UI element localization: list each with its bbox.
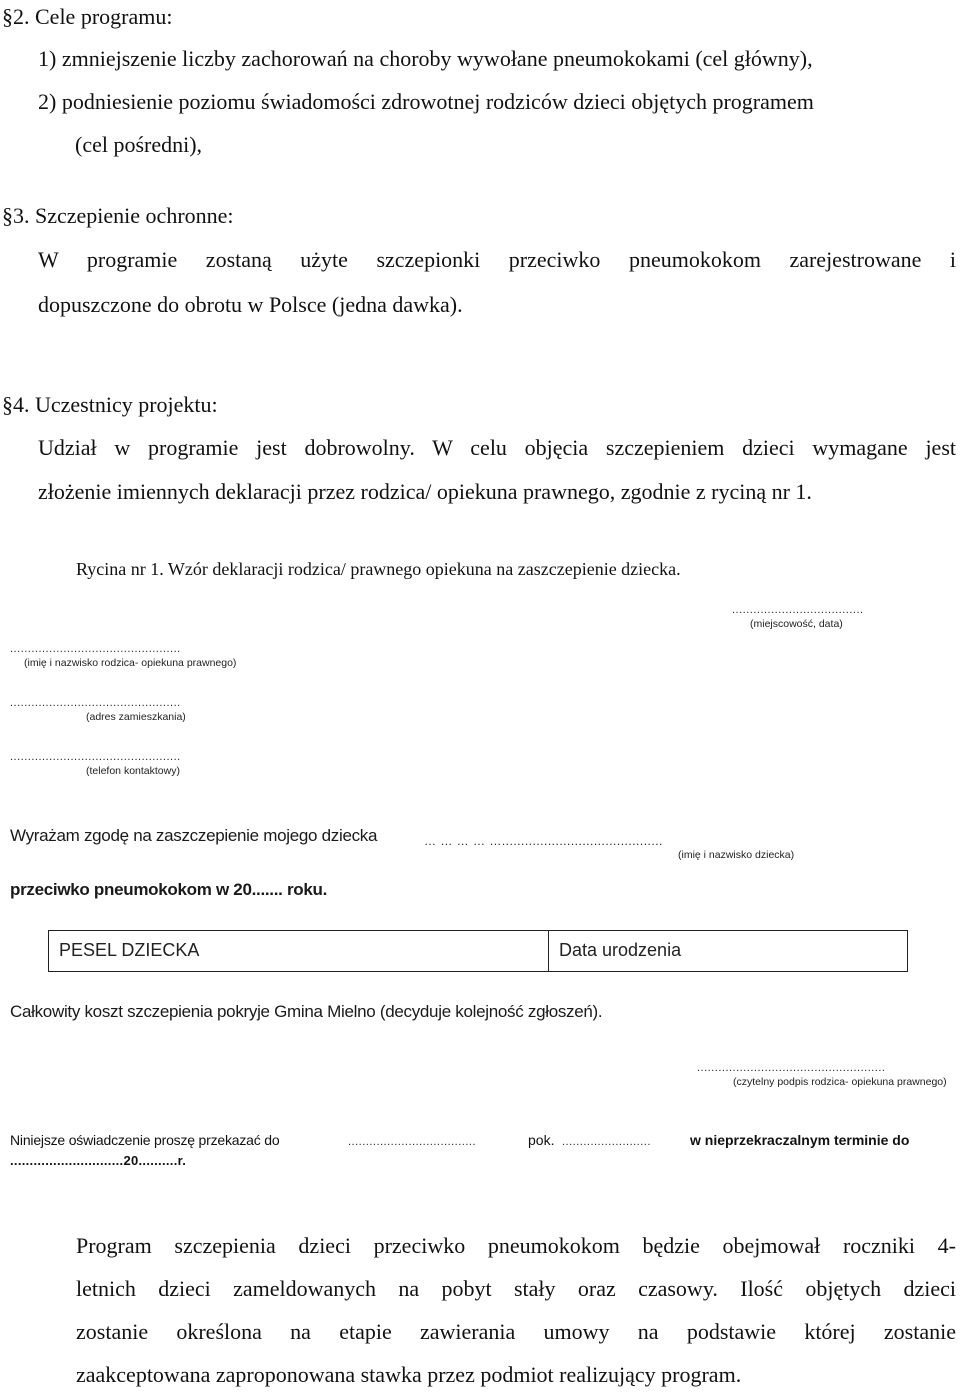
section-2-item-2-cont: (cel pośredni),	[75, 132, 203, 157]
section-2-heading: §2. Cele programu:	[2, 4, 173, 29]
child-data-table	[48, 930, 908, 972]
consent-dots: … … … … …..........................................	[424, 834, 663, 848]
birthdate-cell	[549, 931, 907, 971]
section-4-line-2: złożenie imiennych deklaracji przez rodzica/ opiekuna prawnego, zgodnie z ryciną nr 1.	[38, 479, 812, 504]
section-4-heading: §4. Uczestnicy projektu:	[2, 392, 218, 417]
closing-line-1: Program szczepienia dzieci przeciwko pneumokokom będzie obejmował roczniki 4-	[76, 1233, 956, 1258]
closing-line-2: letnich dzieci zameldowanych na pobyt stały oraz czasowy. Ilość objętych dzieci	[76, 1276, 956, 1301]
cost-text: Całkowity koszt szczepienia pokryje Gmina Mielno (decyduje kolejność zgłoszeń).	[10, 1002, 603, 1021]
address-dots: ................................................	[10, 697, 181, 709]
submit-deadline-text: w nieprzekraczalnym terminie do	[690, 1132, 910, 1148]
section-3-heading: §3. Szczepienie ochronne:	[2, 203, 234, 228]
closing-line-4: zaakceptowana zaproponowana stawka przez podmiot realizujący program.	[76, 1362, 742, 1387]
submit-text-1: Niniejsze oświadczenie proszę przekazać do	[10, 1132, 280, 1148]
place-date-dots: .....................................	[732, 604, 864, 616]
signature-label: (czytelny podpis rodzica- opiekuna prawnego)	[733, 1076, 947, 1088]
section-2-item-2: 2) podniesienie poziomu świadomości zdrowotnej rodziców dzieci objętych programem	[38, 89, 814, 114]
address-label: (adres zamieszkania)	[86, 711, 186, 723]
pesel-label: PESEL DZIECKA	[59, 940, 200, 960]
section-4-line-1: Udział w programie jest dobrowolny. W celu objęcia szczepieniem dzieci wymagane jest	[38, 435, 956, 460]
submit-dots-1: ....................................	[348, 1136, 477, 1148]
birthdate-label: Data urodzenia	[559, 940, 682, 960]
parent-name-label: (imię i nazwisko rodzica- opiekuna prawnego)	[24, 657, 237, 669]
submit-deadline-dots: .............................20..........r.	[10, 1153, 187, 1168]
submit-room-label: pok.	[528, 1132, 555, 1148]
consent-text: Wyrażam zgodę na zaszczepienie mojego dziecka	[10, 826, 378, 845]
section-2-item-1: 1) zmniejszenie liczby zachorowań na choroby wywołane pneumokokami (cel główny),	[38, 46, 813, 71]
signature-dots: .....................................................	[697, 1062, 886, 1074]
parent-name-dots: ................................................	[10, 643, 181, 655]
section-3-line-2: dopuszczone do obrotu w Polsce (jedna dawka).	[38, 292, 463, 317]
section-3-line-1: W programie zostaną użyte szczepionki przeciwko pneumokokom zarejestrowane i	[38, 247, 956, 272]
phone-dots: ................................................	[10, 751, 181, 763]
child-name-label: (imię i nazwisko dziecka)	[678, 849, 795, 861]
pesel-cell	[49, 931, 549, 971]
place-date-label: (miejscowość, data)	[750, 618, 843, 630]
against-pneumococcus-text: przeciwko pneumokokom w 20....... roku.	[10, 880, 328, 899]
figure-caption: Rycina nr 1. Wzór deklaracji rodzica/ prawnego opiekuna na zaszczepienie dziecka.	[76, 559, 681, 579]
submit-dots-2: .........................	[562, 1136, 651, 1148]
phone-label: (telefon kontaktowy)	[86, 765, 180, 777]
closing-line-3: zostanie określona na etapie zawierania umowy na podstawie której zostanie	[76, 1319, 956, 1344]
